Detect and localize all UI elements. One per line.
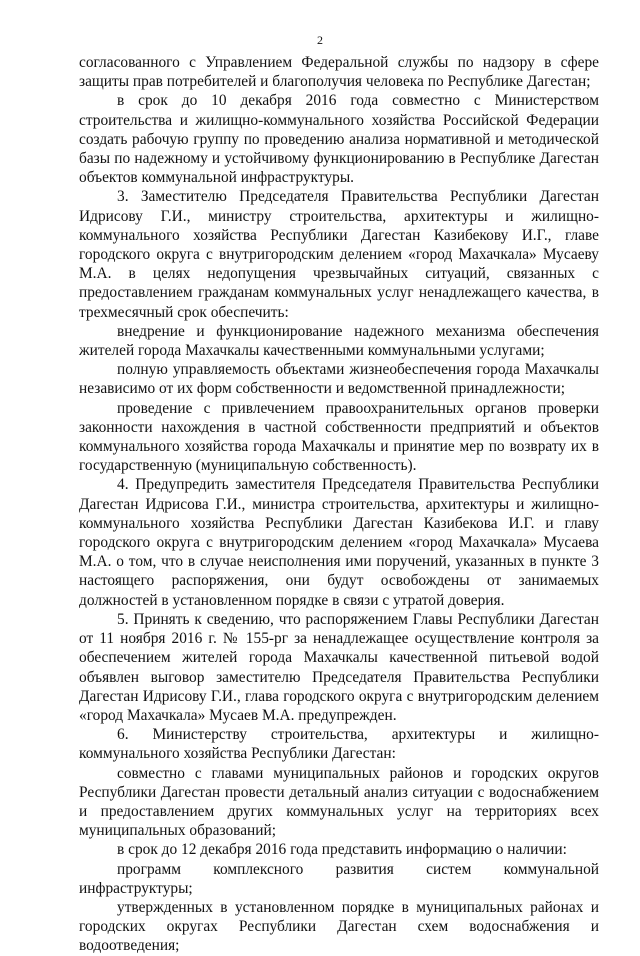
document-body xyxy=(79,53,599,956)
paragraph: 6. Министерству строительства, архитектуры и жилищно-коммунального хозяйства Республики Дагестан: xyxy=(79,726,599,763)
paragraph: совместно с главами муниципальных районов и городских округов Республики Дагестан провести детальный анализ ситуации с водоснабжением и предоставлением других коммунальных услуг на территориях всех муниципальных образований; xyxy=(79,764,599,840)
paragraph: внедрение и функционирование надежного механизма обеспечения жителей города Махачкалы качественными коммунальными услугами; xyxy=(79,322,599,360)
paragraph: в срок до 12 декабря 2016 года представить информацию о наличии: xyxy=(117,841,567,859)
paragraph: программ комплексного развития систем коммунальной инфраструктуры; xyxy=(79,860,599,897)
paragraph: 5. Принять к сведению, что распоряжением Главы Республики Дагестан от 11 ноября 2016 г. № 155-рг за ненадлежащее осуществление контроля за обеспечением жителей города Махачкалы качественной питьевой водой объявлен выговор заместителю Председателя Правительства Республики Дагестан Идрисову Г.И., глава городского округа с внутригородским делением «город Махачкала» Мусаев М.А. предупрежден. xyxy=(79,610,599,724)
paragraph: 4. Предупредить заместителя Председателя Правительства Республики Дагестан Идрисова Г.И., министра строительства, архитектуры и жилищно-коммунального хозяйства Республики Дагестан Казибекова И.Г. и главу городского округа с внутригородским делением «город Махачкала» Мусаева М.А. о том, что в случае неисполнения ими поручений, указанных в пункте 3 настоящего распоряжения, они будут освобождены от занимаемых должностей в установленном порядке в связи с утратой доверия. xyxy=(79,476,599,609)
paragraph: в срок до 10 декабря 2016 года совместно с Министерством строительства и жилищно-коммунального хозяйства Российской Федерации создать рабочую группу по проведению анализа нормативной и методической базы по надежному и устойчивому функционированию в Республике Дагестан объектов коммунальной инфраструктуры. xyxy=(79,92,599,187)
paragraph: 3. Заместителю Председателя Правительства Республики Дагестан Идрисову Г.И., министру строительства, архитектуры и жилищно-коммунального хозяйства Республики Дагестан Казибекову И.Г., главе городского округа с внутригородским делением «город Махачкала» Мусаеву М.А. в целях недопущения чрезвычайных ситуаций, связанных с предоставлением гражданам коммунальных услуг ненадлежащего качества, в трехмесячный срок обеспечить: xyxy=(79,188,599,321)
page-number: 2 xyxy=(317,33,323,47)
paragraph: проведение с привлечением правоохранительных органов проверки законности нахождения в частной собственности предприятий и объектов коммунального хозяйства города Махачкалы и принятие мер по возврату их в государственную (муниципальную собственность). xyxy=(79,399,599,475)
paragraph: согласованного с Управлением Федеральной службы по надзору в сфере защиты прав потребителей и благополучия человека по Республике Дагестан; xyxy=(79,54,599,91)
paragraph: полную управляемость объектами жизнеобеспечения города Махачкалы независимо от их форм собственности и ведомственной принадлежности; xyxy=(79,361,599,398)
paragraph: утвержденных в установленном порядке в муниципальных районах и городских округах Республики Дагестан схем водоснабжения и водоотведения; xyxy=(79,898,599,955)
